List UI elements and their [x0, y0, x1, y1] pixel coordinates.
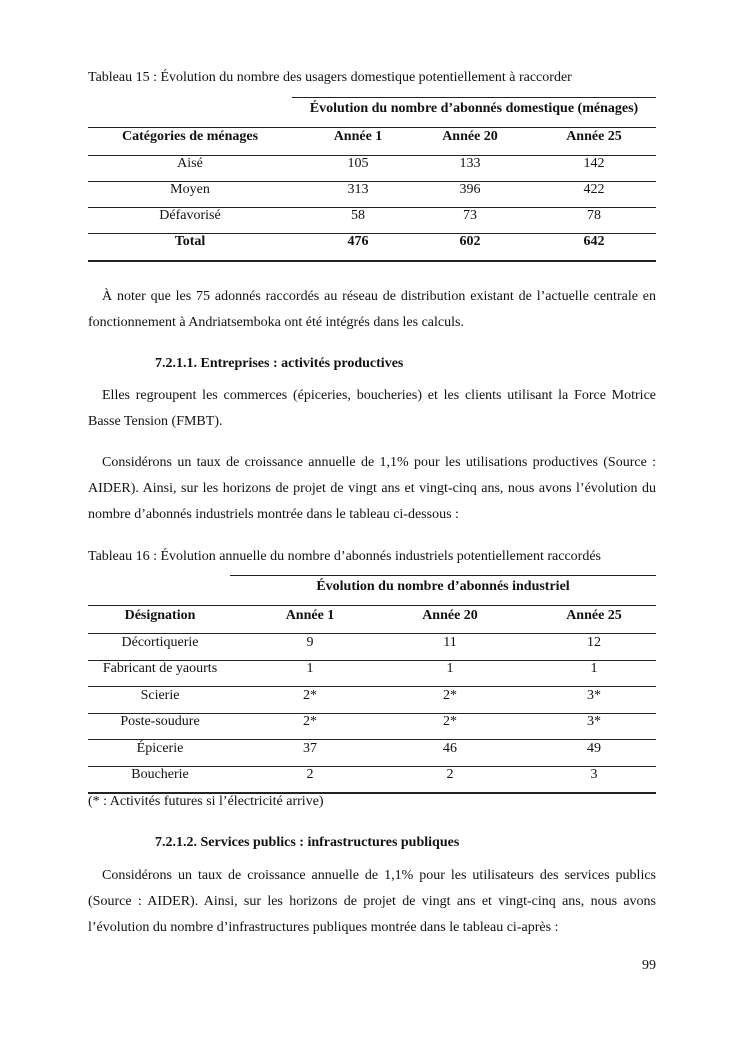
row-divider	[88, 739, 656, 740]
row-label: Décortiquerie	[121, 635, 199, 650]
table-cell: 1	[306, 661, 314, 676]
table-cell: 11	[443, 635, 457, 650]
table-cell: 476	[347, 234, 369, 249]
row-label: Total	[174, 234, 206, 249]
table-rule	[230, 575, 656, 576]
table-cell: 1	[446, 661, 454, 676]
table15-caption: Tableau 15 : Évolution du nombre des usagers domestique potentiellement à raccorder	[88, 70, 572, 85]
row-label: Moyen	[170, 182, 210, 197]
row-divider	[88, 660, 656, 661]
table-cell: 422	[583, 182, 605, 197]
table-rule	[88, 605, 656, 606]
table-rule	[292, 97, 656, 98]
table16-caption: Tableau 16 : Évolution annuelle du nombre d’abonnés industriels potentiellement raccordés	[88, 549, 601, 564]
table-cell: 602	[459, 234, 481, 249]
table-cell: 73	[463, 208, 477, 223]
group-header: Évolution du nombre d’abonnés domestique (ménages)	[309, 101, 639, 116]
table-cell: 2	[306, 767, 314, 782]
table-cell: 642	[583, 234, 605, 249]
table-cell: 3	[590, 767, 598, 782]
table-cell: 105	[347, 156, 369, 171]
row-label: Scierie	[140, 688, 180, 703]
table-cell: 49	[587, 741, 601, 756]
column-header: Année 20	[422, 608, 478, 623]
column-header: Année 1	[333, 129, 383, 144]
table-cell: 37	[303, 741, 317, 756]
column-header: Année 20	[442, 129, 498, 144]
table-cell: 396	[459, 182, 481, 197]
row-divider	[88, 233, 656, 234]
group-header: Évolution du nombre d’abonnés industriel	[316, 579, 570, 594]
row-divider	[88, 766, 656, 767]
table-cell: 46	[443, 741, 457, 756]
table-cell: 2*	[303, 688, 317, 703]
section-heading: 7.2.1.1. Entreprises : activités productives	[155, 356, 404, 371]
table-cell: 3*	[587, 688, 601, 703]
paragraph: Considérons un taux de croissance annuelle de 1,1% pour les utilisateurs des services publics (Source : AIDER). Ainsi, sur les horizons de projet de vingt ans et vingt-cinq ans, nous avons l’évolution du nombre d’infrastructures publiques montrée dans le tableau ci-après :	[88, 868, 656, 935]
table-cell: 313	[347, 182, 369, 197]
column-header: Année 1	[285, 608, 335, 623]
table-cell: 2	[446, 767, 454, 782]
table-cell: 133	[459, 156, 481, 171]
table-cell: 142	[583, 156, 605, 171]
row-label: Défavorisé	[159, 208, 221, 223]
table-cell: 12	[587, 635, 601, 650]
page-number: 99	[642, 958, 656, 973]
paragraph: Considérons un taux de croissance annuelle de 1,1% pour les utilisations productives (Source : AIDER). Ainsi, sur les horizons de projet de vingt ans et vingt-cinq ans, nous avons l’évolution du nombre d’abonnés industriels montrée dans le tableau ci-dessous :	[88, 455, 656, 522]
column-header: Catégories de ménages	[121, 129, 259, 144]
table-cell: 78	[587, 208, 601, 223]
row-label: Épicerie	[136, 741, 184, 756]
row-label: Fabricant de yaourts	[102, 661, 218, 676]
table-cell: 58	[351, 208, 365, 223]
column-header: Année 25	[566, 608, 622, 623]
table-cell: 2*	[303, 714, 317, 729]
column-header: Désignation	[124, 608, 196, 623]
table-cell: 9	[306, 635, 314, 650]
table-cell: 1	[590, 661, 598, 676]
paragraph: Elles regroupent les commerces (épiceries, boucheries) et les clients utilisant la Force Motrice Basse Tension (FMBT).	[88, 388, 656, 429]
row-label: Poste-soudure	[120, 714, 200, 729]
table-cell: 2*	[443, 688, 457, 703]
row-divider	[88, 207, 656, 208]
table-rule	[88, 155, 656, 156]
table16-footnote: (* : Activités futures si l’électricité arrive)	[88, 794, 324, 809]
table-cell: 3*	[587, 714, 601, 729]
column-header: Année 25	[566, 129, 622, 144]
paragraph: À noter que les 75 adonnés raccordés au réseau de distribution existant de l’actuelle centrale en fonctionnement à Andriatsemboka ont été intégrés dans les calculs.	[88, 289, 656, 330]
row-label: Boucherie	[131, 767, 189, 782]
section-heading: 7.2.1.2. Services publics : infrastructures publiques	[155, 835, 460, 850]
table-cell: 2*	[443, 714, 457, 729]
table-bottom-rule	[88, 260, 656, 262]
row-divider	[88, 181, 656, 182]
row-divider	[88, 686, 656, 687]
row-divider	[88, 713, 656, 714]
row-label: Aisé	[177, 156, 203, 171]
